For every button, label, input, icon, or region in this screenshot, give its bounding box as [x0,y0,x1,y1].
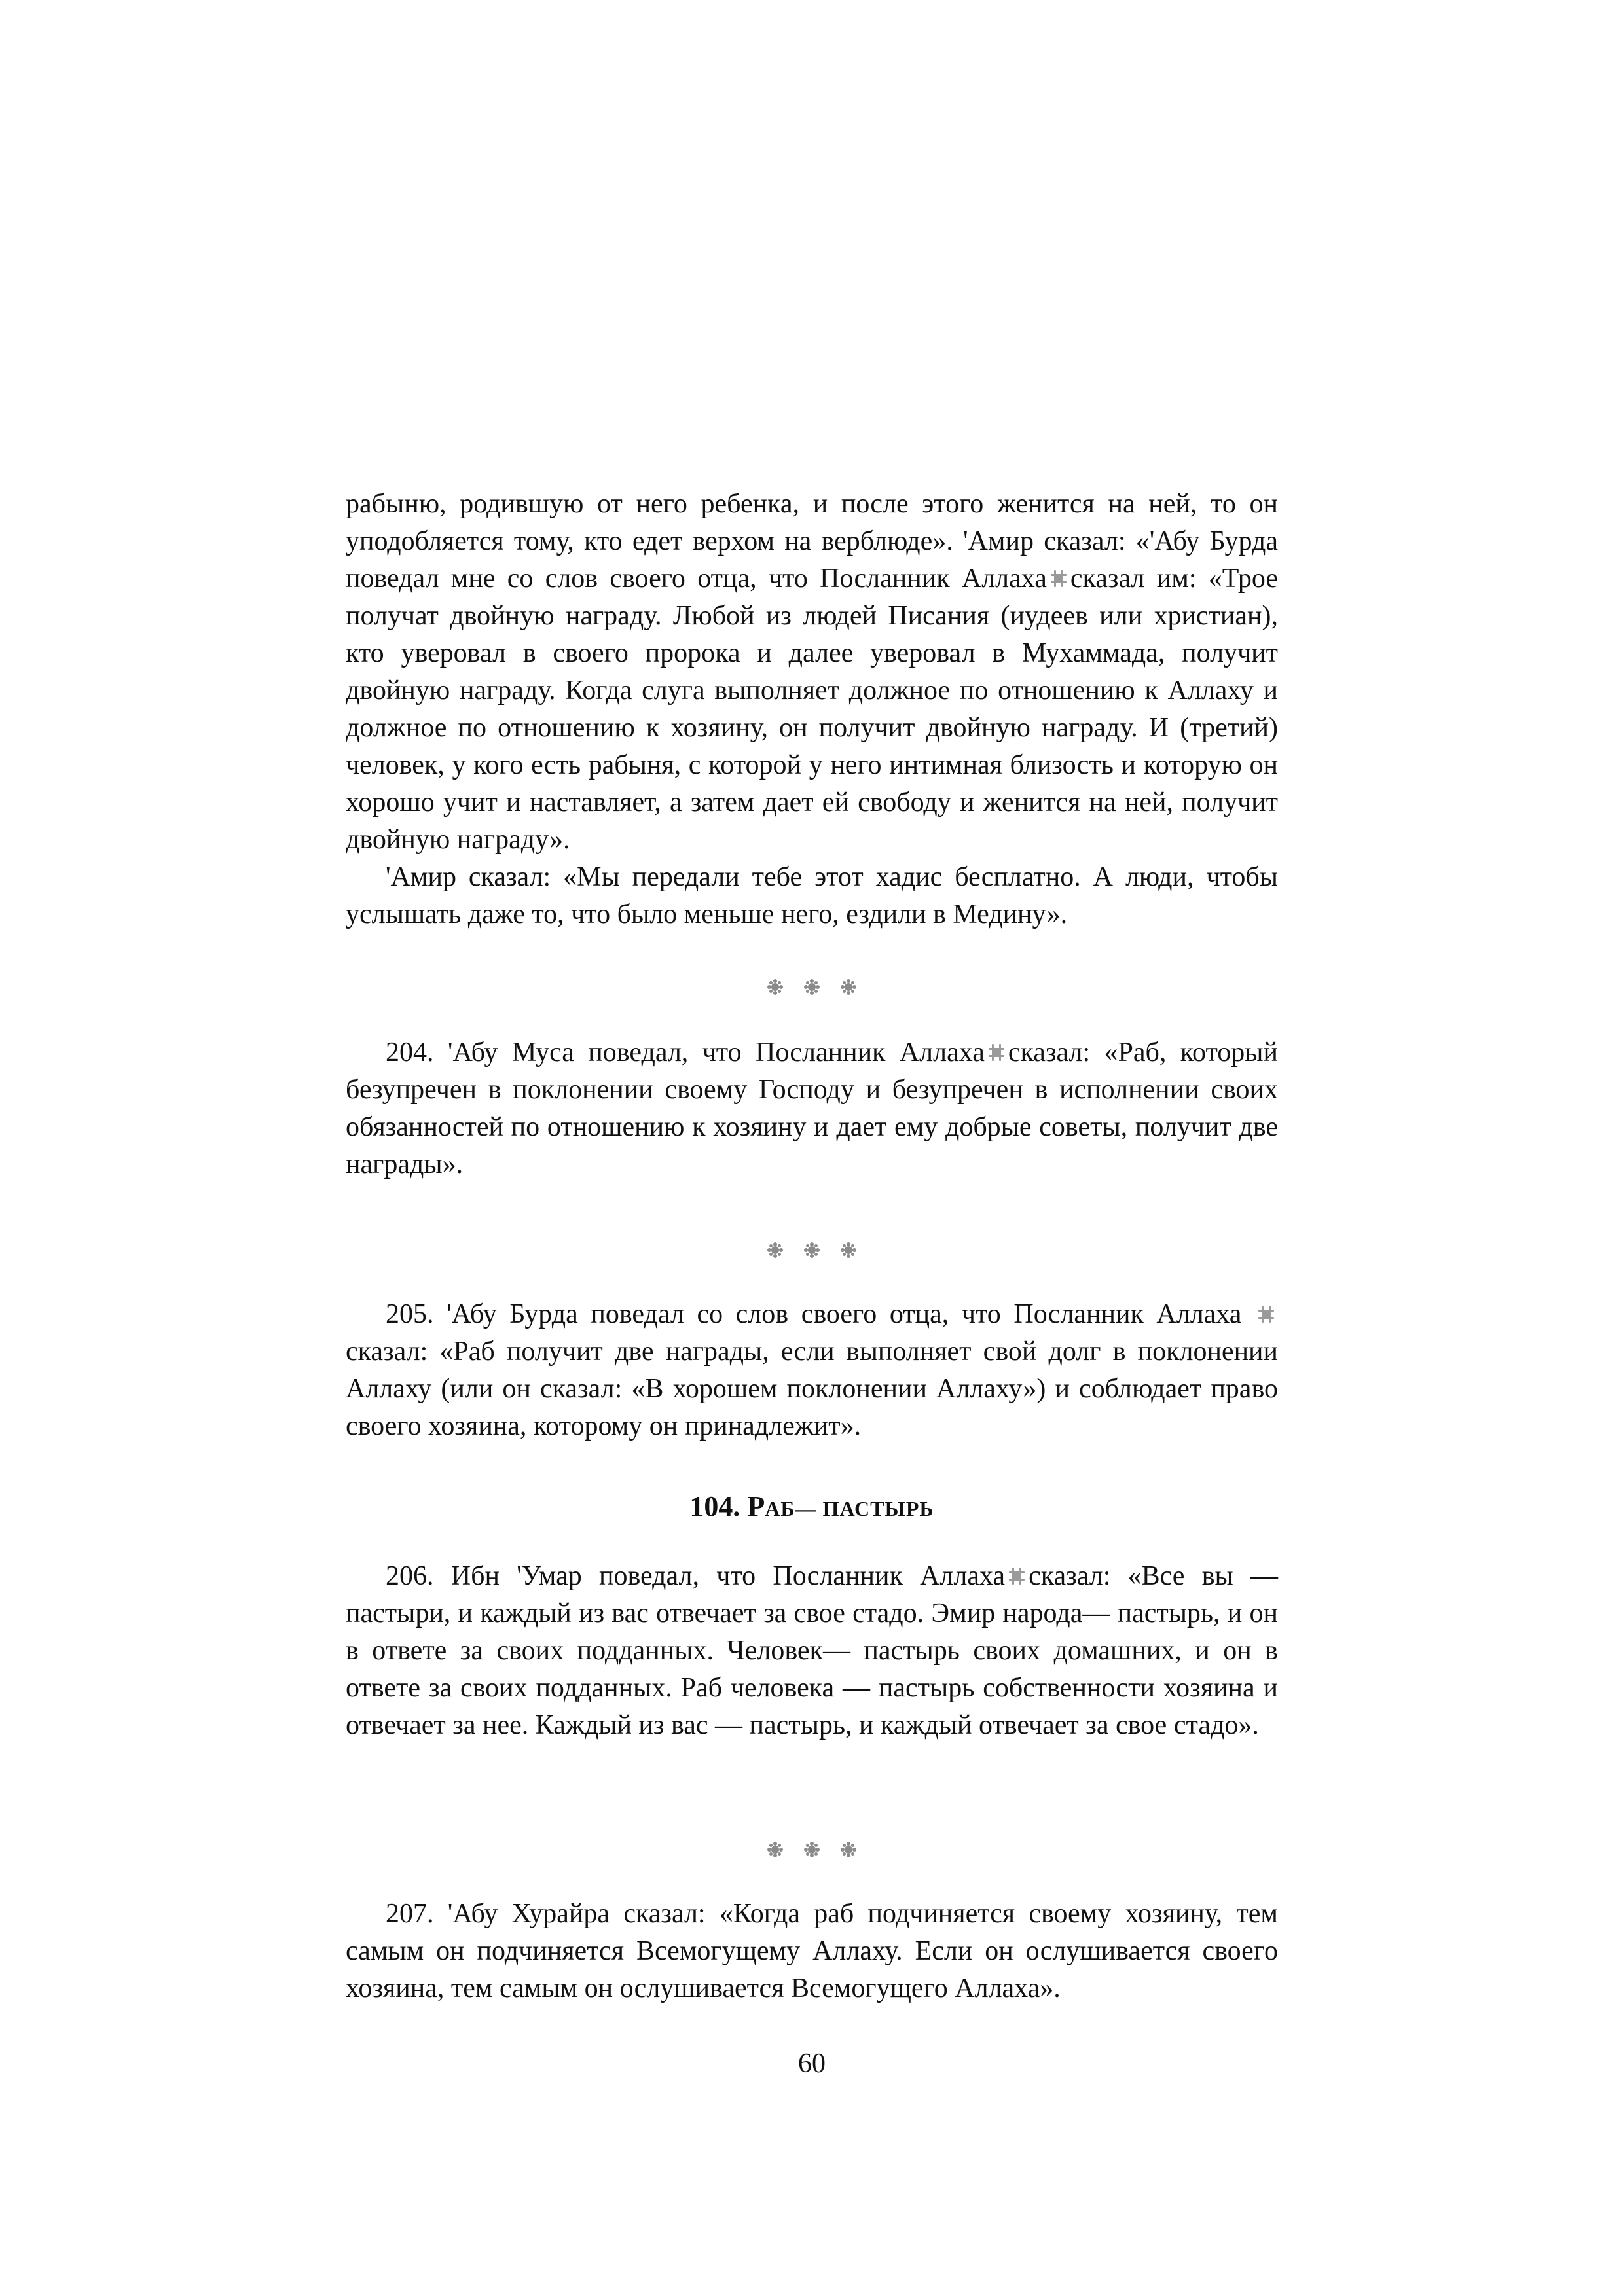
star-divider-icon [803,1242,820,1259]
hadith-paragraph [346,1558,1278,1744]
hadith-paragraph [346,1296,1278,1445]
hadith-text: сказал: «Раб, который безупречен в поклонении своему Господу и безупречен в исполнении своих обязанностей по отношению к хозяину и дает ему добрые советы, получит две награды». [346,1037,1278,1179]
salawat-seal-icon [1048,567,1070,590]
star-divider [346,974,1278,1000]
star-divider-icon [840,978,857,996]
chapter-number: 104. [689,1490,740,1522]
chapter-title-rest: АБ— ПАСТЫРЬ [765,1497,934,1520]
hadith-207 [346,1895,1278,2007]
chapter-heading [346,1487,1278,1528]
hadith-text: 206. Ибн 'Умар поведал, что Посланник Аллаха [386,1561,1006,1591]
paragraph-continuation [346,486,1278,859]
page-number: 60 [798,2049,826,2079]
paragraph-text: рабыню, родившую от него ребенка, и после этого женится на ней, то он уподобляется тому, кто едет верхом на верблюде». 'Амир сказал: «'Абу Бурда поведал мне со слов своего отца, что Посланник Аллаха [346,489,1278,594]
star-divider-icon [803,978,820,996]
star-divider-icon [767,1242,784,1259]
salawat-seal-icon [1255,1303,1277,1325]
star-divider-icon [840,1242,857,1259]
salawat-seal-icon [985,1041,1008,1064]
hadith-paragraph: 207. 'Абу Хурайра сказал: «Когда раб подчиняется своему хозяину, тем самым он подчиняется Всемогущему Аллаху. Если он ослушивается своего хозяина, тем самым он ослушивается Всемогущего Аллаха». [346,1899,1278,2003]
hadith-206 [346,1558,1278,1744]
hadith-paragraph [346,1034,1278,1183]
star-divider-icon [840,1841,857,1858]
star-divider-icon [803,1841,820,1858]
star-divider-icon [767,978,784,996]
hadith-text: 204. 'Абу Муса поведал, что Посланник Аллаха [386,1037,985,1067]
star-divider [346,1237,1278,1263]
hadith-text: сказал: «Все вы — пастыри, и каждый из вас отвечает за свое стадо. Эмир народа— пастырь, и он в ответе за своих подданных. Человек— пастырь своих домашних, и он в ответе за своих подданных. Раб человека — пастырь собственности хозяина и отвечает за нее. Каждый из вас — пастырь, и каждый отвечает за свое стадо». [346,1561,1278,1740]
star-divider-icon [767,1841,784,1858]
paragraph-amir: 'Амир сказал: «Мы передали тебе этот хадис бесплатно. А люди, чтобы услышать даже то, что было меньше него, ездили в Медину». [346,862,1278,929]
chapter-title-initial: Р [747,1490,765,1522]
hadith-204 [346,1034,1278,1183]
salawat-seal-icon [1006,1565,1028,1587]
paragraph-text: сказал им: «Трое получат двойную награду. Любой из людей Писания (иудеев или христиан), кто уверовал в своего пророка и далее уверовал в Мухаммада, получит двойную награду. Когда слуга выполняет должное по отношению к Аллаху и должное по отношению к хозяину, он получит двойную награду. И (третий) человек, у кого есть рабыня, с которой у него интимная близость и которую он хорошо учит и наставляет, а затем дает ей свободу и женится на ней, получит двойную награду». [346,564,1278,855]
hadith-text: сказал: «Раб получит две награды, если выполняет свой долг в поклонении Аллаху (или он сказал: «В хорошем поклонении Аллаху») и соблюдает право своего хозяина, которому он принадлежит». [346,1336,1278,1441]
hadith-text: 205. 'Абу Бурда поведал со слов своего отца, что Посланник Аллаха [386,1299,1242,1329]
hadith-205 [346,1296,1278,1445]
continuation-block [346,486,1278,933]
star-divider [346,1837,1278,1863]
